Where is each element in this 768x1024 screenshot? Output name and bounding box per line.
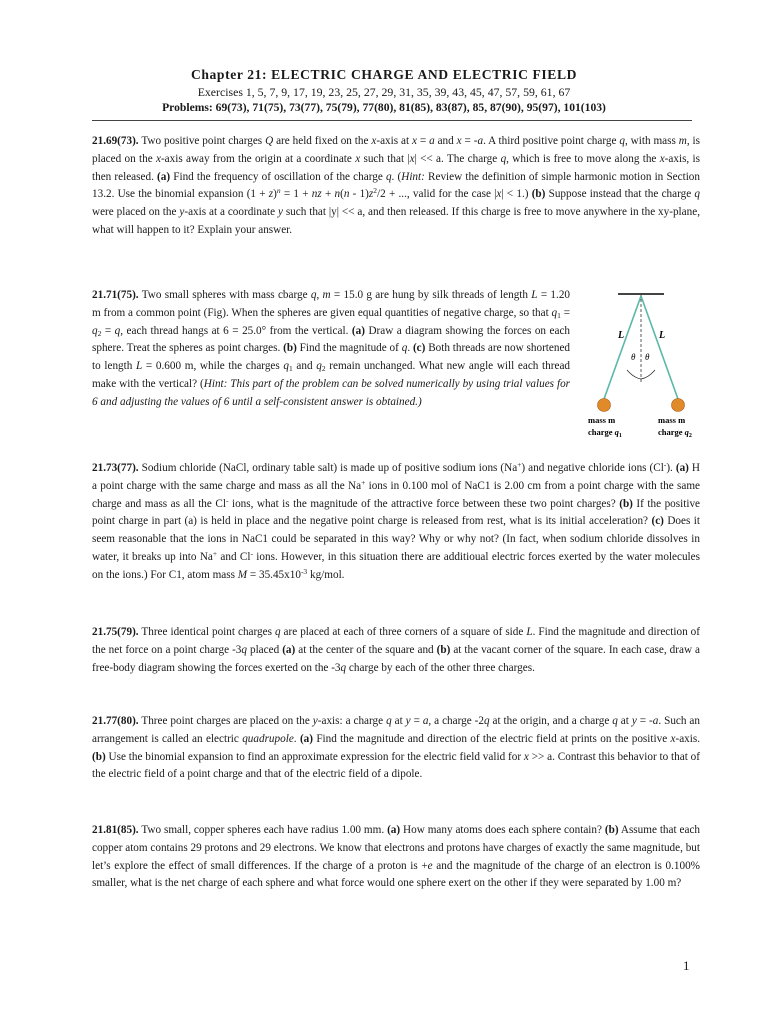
problem-text: = - <box>461 135 478 147</box>
math-var: x <box>456 135 462 147</box>
problem-text: . Such an arrangement is called an electric <box>92 715 700 745</box>
math-var: x <box>411 135 417 147</box>
math-var: x <box>371 135 377 147</box>
math-var: z <box>268 188 274 201</box>
problem-text: ions, what is the magnitude of the attractive force between these two point charges? <box>228 497 620 510</box>
math-var: nz <box>311 188 322 201</box>
part-label: (a) <box>282 643 296 656</box>
problem-text: How many atoms does each sphere contain? <box>400 824 605 836</box>
problem-21-81 <box>92 822 700 893</box>
problem-text: + <box>321 188 335 201</box>
problem-text: Use the binomial expansion to find an approximate expression for the electric field valid for <box>105 750 524 763</box>
math-var: Q <box>265 135 274 147</box>
problem-text: , is placed on the <box>92 135 701 165</box>
problem-text: | < 1.) <box>501 188 532 201</box>
math-var: q <box>551 306 558 319</box>
problem-text: Draw a diagram showing the forces on each sphere. Treat the spheres as point charges. <box>92 324 571 355</box>
problem-21-75 <box>92 624 700 677</box>
problem-text: , <box>316 289 323 301</box>
math-var: z <box>368 188 374 201</box>
part-label: (a) <box>351 324 365 337</box>
problem-text: ions in 0.100 mol of NaC1 is 2.00 cm from a point charge with the same charge and mass as all the Cl <box>92 479 700 510</box>
problem-text: H a point charge with the same charge and mass as all the Na <box>92 462 700 492</box>
part-label: (a) <box>387 824 401 836</box>
problem-text: charge by each of the other three charges. <box>346 661 535 674</box>
problem-text: Find the frequency of oscillation of the charge <box>170 170 386 183</box>
problem-text: -axis, is then released. <box>92 152 700 183</box>
math-var: a <box>422 715 429 727</box>
part-label: (a) <box>157 170 171 183</box>
problem-id: 21.75(79). <box>92 626 139 638</box>
problem-text: Does it seem reasonable that the ions in NaC1 could be separated in this way? Why or why not? (In fact, when sodium chloride dissolves in water, it breaks up into Na <box>92 515 700 563</box>
theta-arc-right <box>641 370 655 379</box>
chapter-title: Chapter 21: ELECTRIC CHARGE AND ELECTRIC FIELD <box>190 67 578 82</box>
math-var: x <box>670 732 676 745</box>
problem-text: = <box>416 135 430 147</box>
problem-text: = 35.45x10 <box>247 568 301 581</box>
math-var: q <box>385 170 392 183</box>
problem-text: -axis at <box>376 135 412 147</box>
math-var: y <box>312 715 318 727</box>
problem-text: = <box>410 715 423 727</box>
problem-id: 21.73(77). <box>92 462 139 474</box>
math-subscript: 1 <box>289 364 293 374</box>
math-var: q <box>500 152 507 165</box>
page-header <box>0 66 768 115</box>
problem-text: remain unchanged. What new angle will each thread make with the vertical? ( <box>92 360 571 390</box>
math-var: M <box>237 568 248 581</box>
mass-label-2: mass m <box>658 415 686 425</box>
problem-text: = <box>101 324 115 337</box>
charge-label-1 <box>588 427 622 439</box>
math-var: q <box>316 360 322 373</box>
charge-subscript: 1 <box>618 433 622 439</box>
problem-text: Find the magnitude and direction of the electric field at prints on the positive <box>312 732 671 745</box>
problem-text: and <box>434 135 457 147</box>
problem-text: Two positive point charges <box>138 135 266 147</box>
problem-text: ) and negative chloride ions (Cl <box>521 462 664 474</box>
exercise-list: Exercises 1, 5, 7, 9, 17, 19, 23, 25, 27, 29, 31, 35, 39, 43, 45, 47, 57, 59, 61, 67 <box>197 85 571 99</box>
problem-text: at <box>391 715 406 727</box>
problem-text: -axis at a coordinate <box>184 206 278 219</box>
math-var: y <box>277 206 283 219</box>
problem-21-69 <box>92 133 700 240</box>
math-superscript: 2 <box>373 186 378 196</box>
math-superscript: - <box>663 460 667 469</box>
problem-text: Assume that each copper atom contains 29 protons and 29 electrons. We know that electrons and protons have charges of exactly the same magnitude, but let’s explore the effect of small differences. If the charge of a proton is + <box>92 824 701 872</box>
math-var: q <box>340 661 347 674</box>
problem-text: -axis. <box>675 732 701 745</box>
problem-text: Suppose instead that the charge <box>545 188 695 201</box>
problem-text: = <box>560 306 571 319</box>
problem-text: . <box>293 732 300 745</box>
theta-label-right: θ <box>645 352 650 362</box>
problem-21-77 <box>92 713 700 784</box>
part-label: (b) <box>92 750 106 763</box>
math-superscript: - <box>225 495 229 505</box>
problem-id: 21.69(73). <box>92 135 139 147</box>
problem-text: >> a. Contrast this behavior to that of the electric field of a point charge and that of the electric field of a dipole. <box>92 750 700 781</box>
problem-text: = 15.0 g are hung by silk threads of length <box>330 289 532 301</box>
math-superscript: -3 <box>300 566 308 576</box>
problem-text: ( <box>340 188 344 201</box>
math-subscript: 2 <box>321 364 326 374</box>
math-subscript: 1 <box>557 310 561 320</box>
problem-text: and <box>292 360 317 373</box>
problem-text: . ( <box>391 170 402 183</box>
math-var: L <box>136 360 143 373</box>
left-thread <box>604 296 641 399</box>
math-var: n <box>334 188 341 201</box>
problem-text: ) <box>273 188 277 201</box>
problem-text: = 1.20 m from a common point (Fig). When the spheres are given equal quantities of negative charge, so that <box>92 289 571 319</box>
length-label-right: L <box>659 330 666 341</box>
math-var: a <box>652 715 659 727</box>
math-superscript: + <box>212 548 218 558</box>
theta-arc-left <box>627 370 641 379</box>
problem-text: | << a. The charge <box>414 152 501 165</box>
problem-text: = - <box>636 715 653 727</box>
math-var: q <box>401 342 408 355</box>
problem-id: 21.81(85). <box>92 824 139 836</box>
problem-list: Problems: 69(73), 71(75), 73(77), 75(79), 77(80), 81(85), 83(87), 85, 87(90), 95(97), 101(103) <box>162 101 606 114</box>
problem-text: such that | <box>360 152 410 165</box>
math-var: q <box>694 188 700 201</box>
problem-text: at <box>617 715 632 727</box>
hint-text: This part of the problem can be solved numerically by using trial values for 6 and adjusting the values of 6 until a self-consistent answer is obtained.) <box>92 377 571 408</box>
problem-text: , which is free to move along the <box>506 152 660 165</box>
part-label: (b) <box>604 824 619 836</box>
math-var: q <box>283 360 289 373</box>
right-thread <box>641 296 678 399</box>
problem-text: at the origin, and a charge <box>489 715 613 727</box>
pendulum-figure <box>580 288 710 448</box>
charge-subscript: 2 <box>688 433 692 439</box>
problem-text: = 1 + <box>280 188 312 201</box>
problem-text: Two small spheres with mass cbarge <box>138 289 311 301</box>
part-label: (b) <box>619 497 633 510</box>
problem-id: 21.71(75). <box>92 289 139 301</box>
page-number: 1 <box>683 958 690 973</box>
math-var: y <box>631 715 637 727</box>
part-label: (c) <box>651 515 664 528</box>
problem-text: were placed on the <box>92 206 180 219</box>
math-var: q <box>386 715 392 727</box>
charge-prefix: charge <box>658 427 685 437</box>
theta-label-left: θ <box>631 352 636 362</box>
problem-text: Three point charges are placed on the <box>138 715 313 727</box>
math-var: x <box>523 750 529 763</box>
part-label: (b) <box>283 342 297 355</box>
problem-text: Review the definition of simple harmonic motion in Section 13.2. Use the binomial expansion (1 + <box>92 170 700 201</box>
problem-text: placed <box>246 643 283 656</box>
math-var: x <box>155 152 161 165</box>
length-label-left: L <box>618 330 625 341</box>
problem-text: . Find the magnitude and direction of the net force on a point charge -3 <box>92 626 700 656</box>
math-var: m <box>322 289 331 301</box>
math-var: L <box>526 626 533 638</box>
math-var: e <box>427 859 433 872</box>
problem-text: are held fixed on the <box>273 135 372 147</box>
mass-label-1: mass m <box>588 415 616 425</box>
problem-text: , with mass <box>624 135 679 147</box>
part-label: (a) <box>675 462 689 474</box>
math-superscript: n <box>276 186 281 196</box>
charge-prefix: charge <box>588 427 615 437</box>
problem-text: ions. However, in this situation there are additioual electric forces exerted by the water molecules on the ions.) For C1, atom mass <box>92 550 700 581</box>
math-var: q <box>612 715 618 727</box>
math-var: q <box>274 626 281 638</box>
problem-21-71 <box>92 287 570 412</box>
problem-text: at the center of the square and <box>295 643 437 656</box>
hint-label: Hint: <box>401 170 425 183</box>
part-label: (c) <box>412 342 426 355</box>
problem-text: /2 + ..., valid for the case | <box>377 188 497 201</box>
header-rule <box>92 120 692 121</box>
math-superscript: + <box>361 477 366 487</box>
math-var: q <box>483 715 490 727</box>
problem-text: Sodium chloride (NaCl, ordinary table salt) is made up of positive sodium ions (Na <box>138 462 518 474</box>
part-label: (b) <box>436 643 451 656</box>
math-var: q <box>241 643 247 656</box>
problem-text: , each thread hangs at 6 = 25.0° from the vertical. <box>120 324 352 337</box>
math-var: L <box>531 289 538 301</box>
problem-text: Two small, copper spheres each have radius 1.00 mm. <box>138 824 388 836</box>
part-label: (b) <box>531 188 546 201</box>
math-var: a <box>477 135 484 147</box>
hint-label: Hint: <box>203 377 228 390</box>
problem-text: Both threads are now shortened to length <box>92 342 571 373</box>
part-label: (a) <box>299 732 313 745</box>
math-superscript: + <box>517 460 522 469</box>
math-var: quadrupole <box>242 732 294 745</box>
problem-text: - 1) <box>349 188 369 201</box>
charge-symbol: q <box>684 427 689 437</box>
math-var: m <box>678 135 687 147</box>
problem-text: = 0.600 m, while the charges <box>142 360 284 373</box>
pendulum-diagram <box>580 288 710 448</box>
problem-21-73 <box>92 460 700 585</box>
math-var: x <box>659 152 665 165</box>
problem-text: such that |y| << a, and then released. If this charge is free to move anywhere in the xy-plane, what will happen to it? Explain your answer. <box>92 206 700 236</box>
math-var: x <box>355 152 361 165</box>
problem-text: at the vacant corner of the square. In each case, draw a free-body diagram showing the forces exerted on the -3 <box>92 643 700 674</box>
problem-text: -axis away from the origin at a coordinate <box>160 152 356 165</box>
math-subscript: 2 <box>97 328 102 338</box>
problem-text: . A third positive point charge <box>483 135 620 147</box>
math-var: q <box>619 135 625 147</box>
math-superscript: - <box>250 548 253 558</box>
sphere-1 <box>598 399 611 412</box>
math-var: q <box>310 289 317 301</box>
problem-text: -axis: a charge <box>317 715 387 727</box>
problem-id: 21.77(80). <box>92 715 139 727</box>
math-var: x <box>496 188 502 201</box>
problem-text: If the positive point charge in part (a) is held in place and the negative point charge is released from rest, what is its initial acceleration? <box>92 497 701 528</box>
charge-symbol: q <box>614 427 619 437</box>
math-var: n <box>343 188 350 201</box>
problem-text: kg/mol. <box>307 568 345 581</box>
problem-text: and the magnitude of the charge of an electron is 0.100% smaller, what is the net charge of each sphere and what force would one sphere exert on the other if they were separated by 1.00 m? <box>92 859 700 890</box>
charge-label-2 <box>658 427 692 439</box>
math-var: q <box>92 324 98 337</box>
problem-text: ). <box>666 462 676 474</box>
math-var: x <box>409 152 415 165</box>
problem-text: are placed at each of three corners of a square of side <box>280 626 527 638</box>
problem-text: . <box>407 342 413 355</box>
math-var: a <box>429 135 435 147</box>
math-var: y <box>405 715 411 727</box>
problem-text: and Cl <box>217 550 251 563</box>
math-var: q <box>114 324 121 337</box>
problem-text: Find the magnitude of <box>296 342 402 355</box>
problem-text: Three identical point charges <box>138 626 275 638</box>
sphere-2 <box>672 399 685 412</box>
problem-text: , a charge -2 <box>428 715 484 727</box>
math-var: y <box>179 206 185 219</box>
